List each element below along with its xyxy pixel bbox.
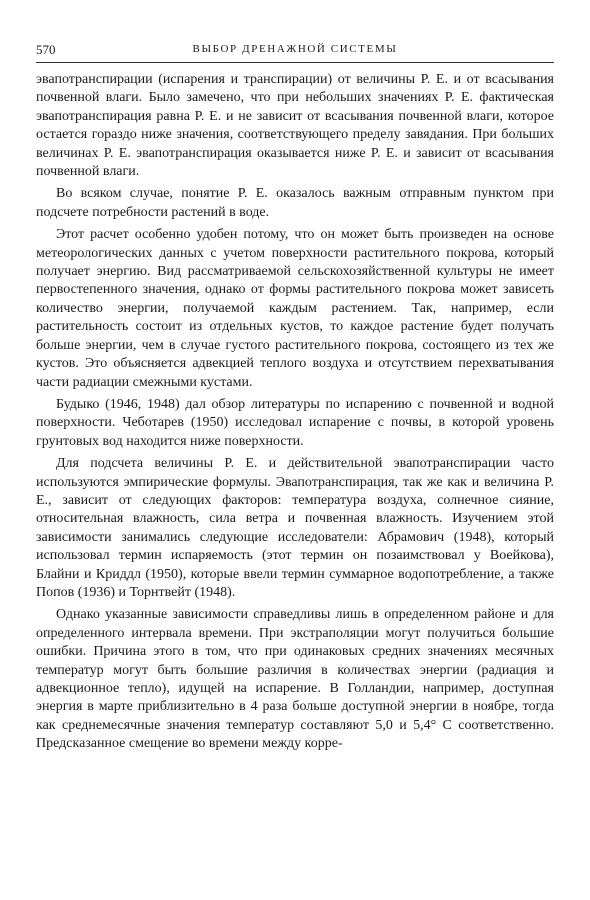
paragraph-5: Для подсчета величины P. E. и действительной эвапотранспирации часто используются эмпирические формулы. Эвапотранспирация, так же как и величина P. E., зависит от следующих факторов: температура воздуха, солнечное сияние, относительная влажность, сила ветра и почвенная влажность. Изучением этой зависимости занимались следующие исследователи: Абрамович (1948), который использовал термин испаряемость (этот термин он позаимствовал у Воейкова), Блайни и Криддл (1950), которые ввели термин суммарное водопотребление, а также Попов (1936) и Торнтвейт (1948). xyxy=(36,456,554,600)
paragraph-6: Однако указанные зависимости справедливы лишь в определенном районе и для определенного интервала времени. При экстраполяции могут получиться большие ошибки. Причина этого в том, что при одинаковых средних значениях месячных температур могут быть большие различия в количествах энергии (радиация и адвекционное тепло), идущей на испарение. В Голландии, например, доступная энергия в марте приблизительно в 4 раза больше доступной энергии в ноябре, тогда как среднемесячные значения температур составляют 5,0 и 5,4° C соответственно. Предсказанное смещение во времени между корре- xyxy=(36,607,554,752)
paragraph-2: Во всяком случае, понятие P. E. оказалось важным отправным пунктом при подсчете потребности растений в воде. xyxy=(36,186,554,220)
body-text xyxy=(36,71,554,754)
paragraph-3: Этот расчет особенно удобен потому, что он может быть произведен на основе метеорологических данных с учетом поверхности растительного покрова, который получает энергию. Вид рассматриваемой сельскохозяйственной культуры не имеет первостепенного значения, однако от формы растительного покрова может зависеть количество энергии, получаемой каждым растением. Так, например, если растительность состоит из отдельных кустов, то каждое растение будет получать больше энергии, чем в случае густого растительного покрова, состоящего из тех же кустов. Это объясняется адвекцией теплого воздуха и отсутствием перехватывания части радиации смежными кустами. xyxy=(36,227,554,390)
running-header xyxy=(36,40,554,63)
page-number: 570 xyxy=(36,42,56,57)
running-title: ВЫБОР ДРЕНАЖНОЙ СИСТЕМЫ xyxy=(192,43,398,55)
paragraph-1: эвапотранспирации (испарения и транспирации) от величины P. E. и от всасывания почвенной влаги. Было замечено, что при небольших значениях P. E. фактическая эвапотранспирация равна P. E. и не зависит от всасывания почвенной влаги, которое остается гораздо ниже значения, соответствующего пределу завядания. При больших величинах P. E. эвапотранспирация оказывается ниже P. E. и зависит от всасывания почвенной влаги. xyxy=(36,72,554,180)
paragraph-4: Будыко (1946, 1948) дал обзор литературы по испарению с почвенной и водной поверхности. Чеботарев (1950) исследовал испарение с почвы, в которой уровень грунтовых вод находится ниже поверхности. xyxy=(36,396,554,449)
